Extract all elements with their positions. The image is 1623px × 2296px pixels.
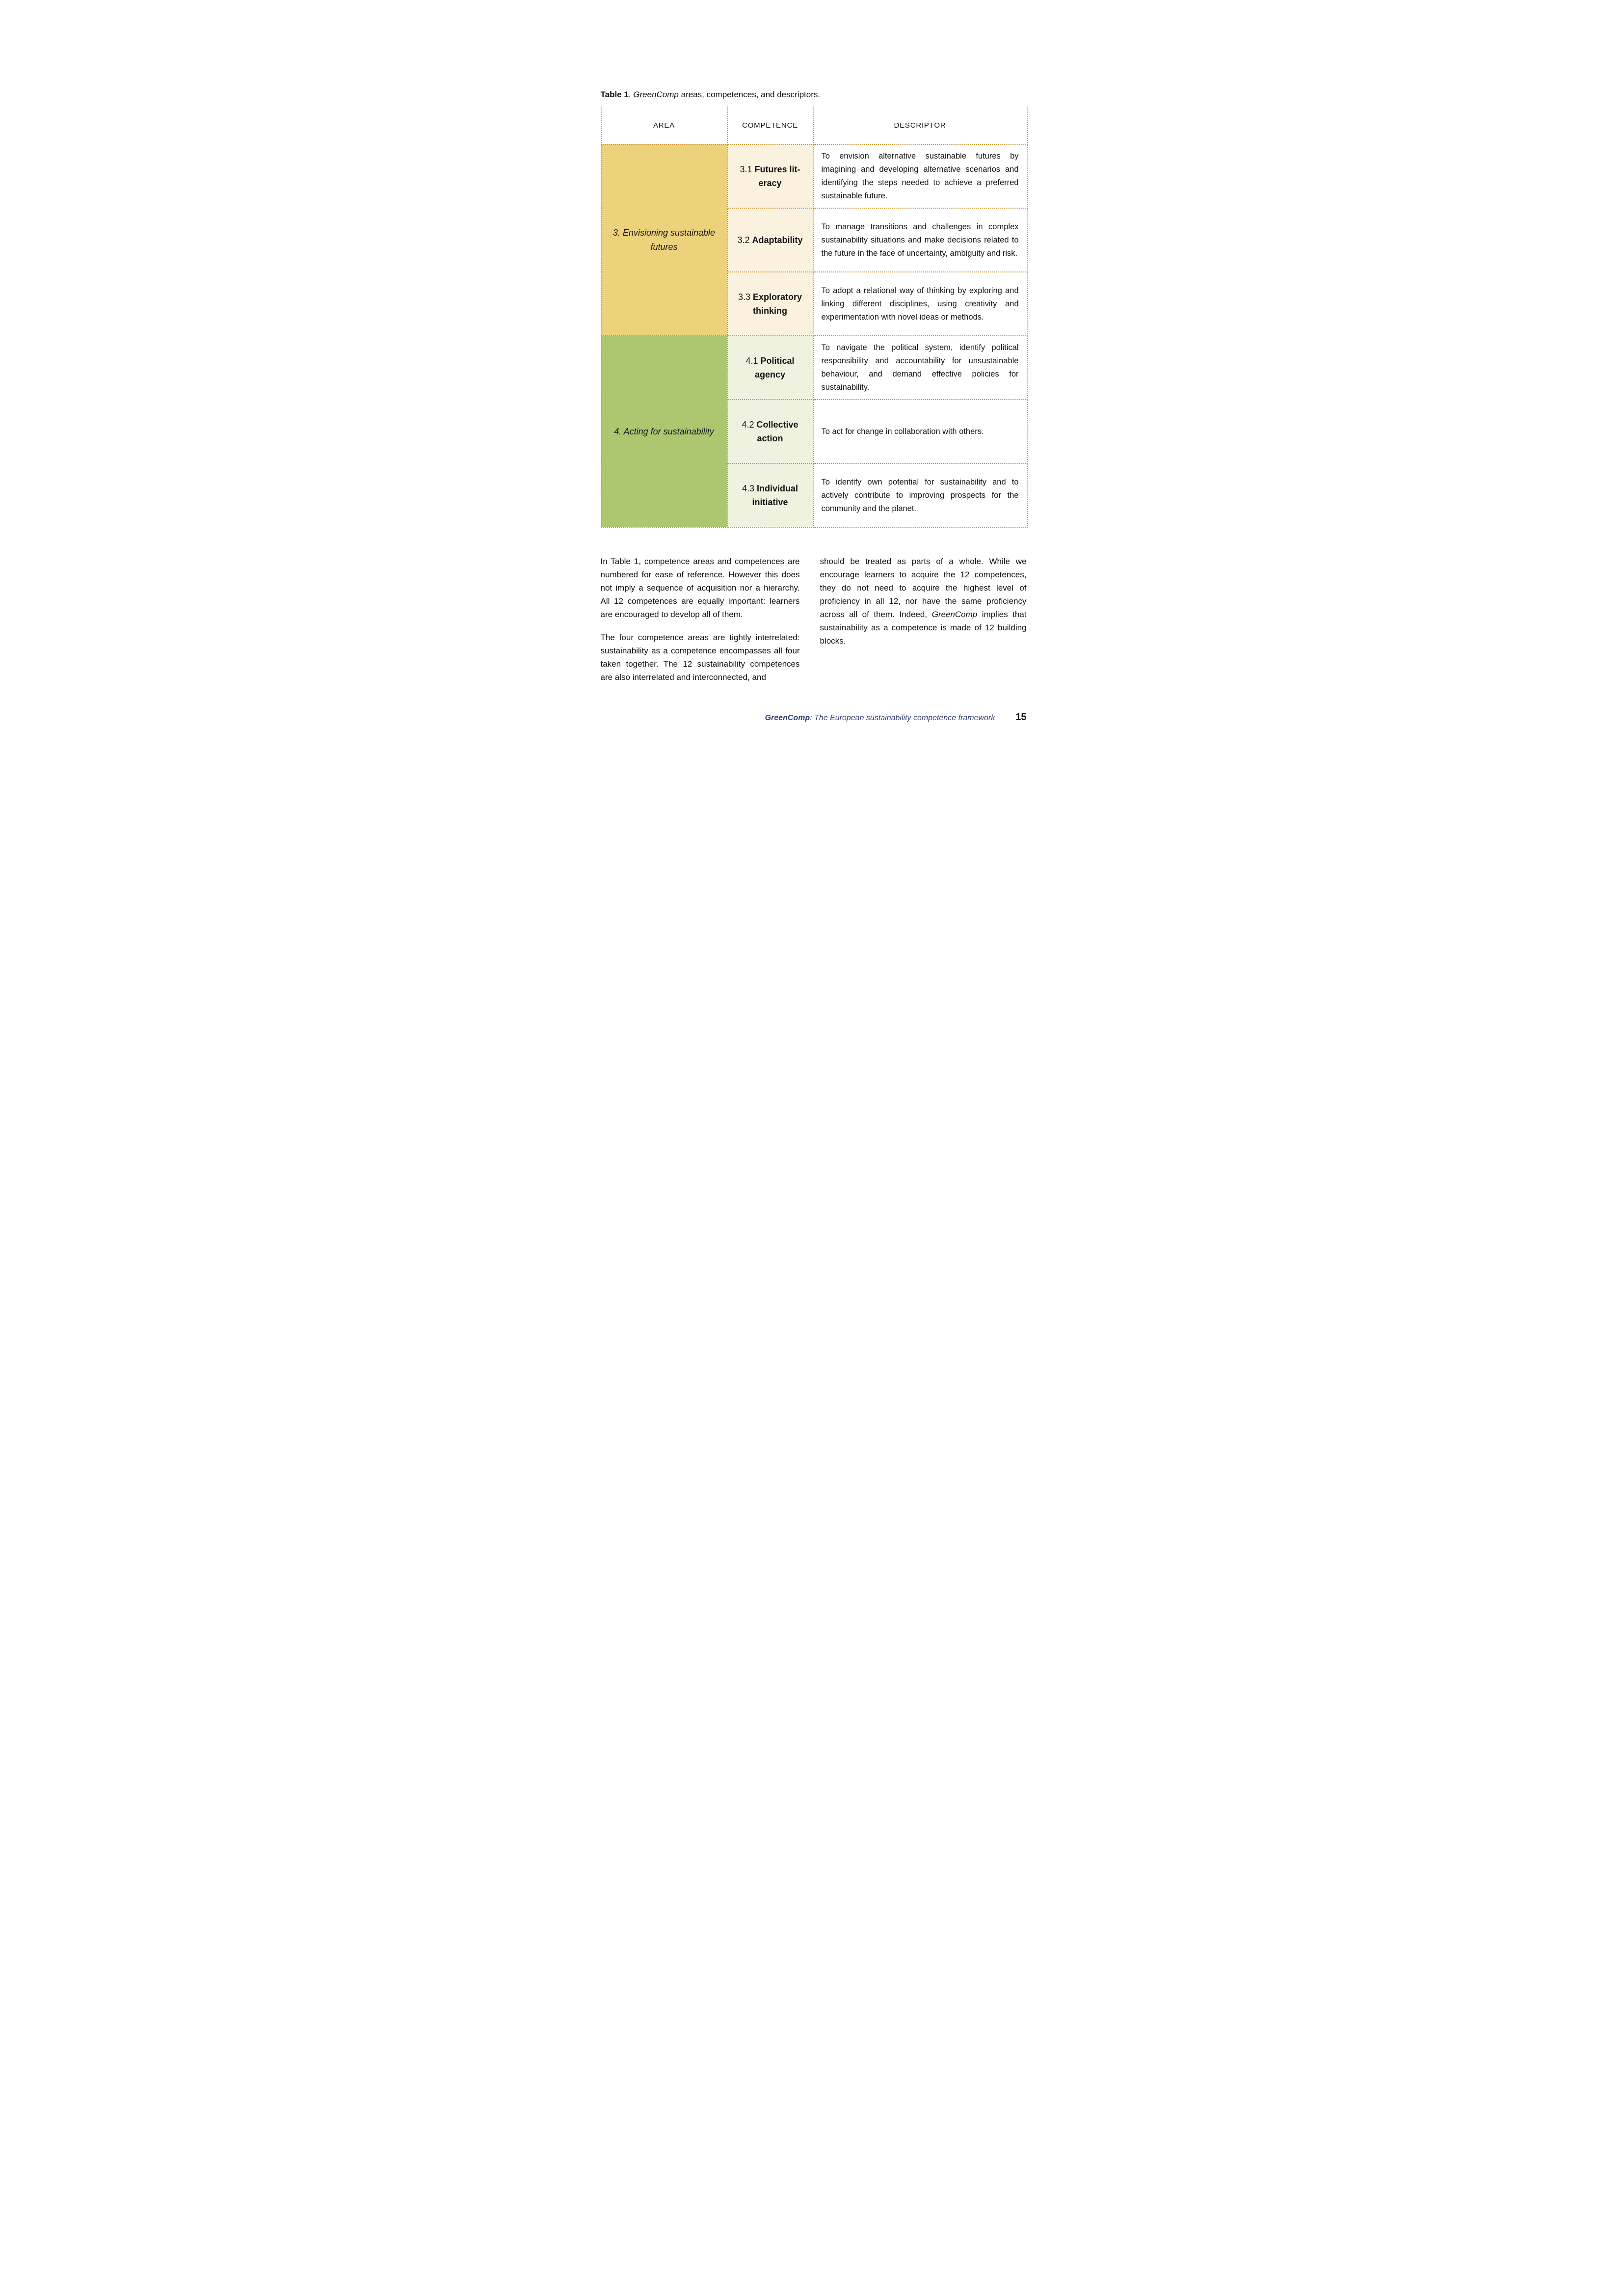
competence-table — [601, 107, 1028, 528]
descriptor-cell-adaptability: To manage transitions and challenges in complex sustainability situations and make decisions related to the future in the face of uncertainty, ambiguity and risk. — [813, 208, 1027, 272]
competence-number: 3.2 — [737, 235, 750, 245]
competence-name: Political — [760, 356, 795, 366]
competence-cell-political-agency — [727, 336, 813, 400]
competence-name: Adaptability — [752, 235, 803, 245]
body-column-right — [820, 555, 1027, 694]
descriptor-cell-individual-initiative: To identify own potential for sustainability and to actively contribute to improving prospects for the community and the planet. — [813, 463, 1027, 527]
page-footer — [601, 712, 1027, 723]
competence-name: Individual — [757, 484, 798, 493]
table-row — [601, 336, 1027, 400]
table-row — [601, 144, 1027, 208]
column-header-competence: COMPETENCE — [727, 107, 813, 144]
column-header-descriptor: DESCRIPTOR — [813, 107, 1027, 144]
competence-name-line2: initiative — [752, 497, 788, 507]
descriptor-cell-exploratory-thinking: To adopt a relational way of thinking by exploring and linking different disciplines, using creativity and experimentation with novel ideas or methods. — [813, 272, 1027, 336]
body-text — [601, 555, 1027, 694]
table-caption: Table 1. GreenComp areas, competences, and descriptors. — [600, 90, 821, 99]
descriptor-cell-political-agency: To navigate the political system, identify political responsibility and accountability for unsustainable behaviour, and demand effective policies for sustainability. — [813, 336, 1027, 400]
competence-name-line2: action — [757, 433, 783, 443]
area-cell-envisioning-sustainable-futures: 3. Envisioning sustainable futures — [601, 144, 727, 336]
descriptor-cell-futures-literacy: To envision alternative sustainable futures by imagining and developing alternative scenarios and identifying the steps needed to achieve a preferred sustainable future. — [813, 144, 1027, 208]
competence-cell-adaptability — [727, 208, 813, 272]
competence-cell-futures-literacy — [727, 144, 813, 208]
competence-name-line2: thinking — [753, 306, 787, 316]
footer-title: GreenComp: The European sustainability competence framework — [765, 714, 995, 722]
body-paragraph: should be treated as parts of a whole. While we encourage learners to acquire the 12 competences, they do not need to acquire the highest level of proficiency in all 12, nor have the same proficiency across all of them. Indeed, GreenComp implies that sustainability as a competence is made of 12 building blocks. — [820, 557, 1027, 646]
competence-cell-collective-action — [727, 400, 813, 463]
competence-name: Collective — [756, 420, 798, 430]
competence-cell-exploratory-thinking — [727, 272, 813, 336]
area-cell-acting-for-sustainability: 4. Acting for sustainability — [601, 336, 727, 527]
competence-number: 4.1 — [745, 356, 758, 366]
competence-number: 3.3 — [738, 292, 750, 302]
descriptor-cell-collective-action: To act for change in collaboration with others. — [813, 400, 1027, 463]
column-header-area: AREA — [601, 107, 727, 144]
competence-name-line2: agency — [754, 370, 786, 379]
body-paragraph: In Table 1, competence areas and competences are numbered for ease of reference. However this does not imply a sequence of acquisition nor a hierarchy. All 12 competences are equally important: learners are encouraged to develop all of them. — [600, 557, 800, 619]
competence-number: 4.2 — [742, 420, 754, 430]
body-column-left — [601, 555, 800, 694]
competence-name-line2: eracy — [758, 178, 782, 188]
document-page — [541, 0, 1082, 765]
body-paragraph: The four competence areas are tightly interrelated: sustainability as a competence encompasses all four taken together. The 12 sustainability competences are also interrelated and interconnected, and — [600, 633, 800, 682]
table-header-row — [601, 107, 1027, 144]
competence-number: 3.1 — [740, 164, 752, 174]
competence-cell-individual-initiative — [727, 463, 813, 527]
competence-name: Futures lit- — [754, 164, 800, 174]
page-number: 15 — [1015, 712, 1027, 723]
competence-name: Exploratory — [753, 292, 802, 302]
competence-number: 4.3 — [742, 484, 754, 493]
